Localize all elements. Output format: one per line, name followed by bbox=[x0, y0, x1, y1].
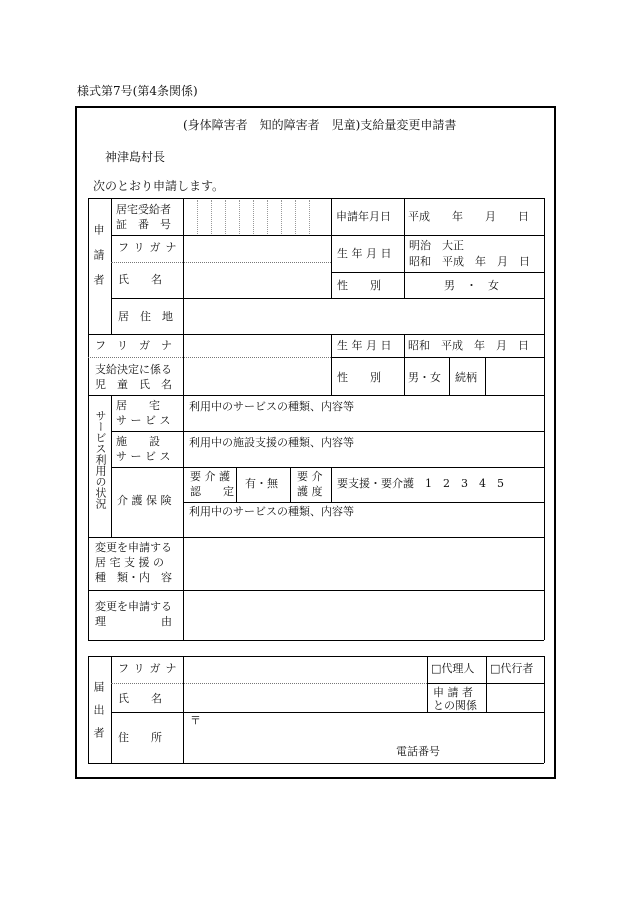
applicant-furigana-label: フリガナ bbox=[118, 241, 182, 254]
applicant-section-label: 申請者 bbox=[92, 224, 105, 299]
cert-no-label-2: 証 番 号 bbox=[116, 218, 171, 231]
change-content-label-3: 種 類・内 容 bbox=[95, 571, 172, 584]
home-service-text: 利用中のサービスの種類、内容等 bbox=[189, 400, 354, 413]
form-label: 様式第7号(第4条関係) bbox=[77, 84, 198, 98]
applicant-sex-label: 性 別 bbox=[337, 279, 381, 292]
relation-label-1: 申 請 者 bbox=[433, 686, 473, 699]
care-cert-label-2: 認 定 bbox=[190, 485, 234, 498]
facility-service-label-1: 施 設 bbox=[116, 435, 160, 448]
change-reason-label-2: 理 由 bbox=[95, 615, 172, 628]
notifier-section-label: 届出者 bbox=[92, 681, 105, 750]
change-content-label-1: 変更を申請する bbox=[95, 541, 172, 554]
service-section-label: サービス利用の状況 bbox=[94, 410, 107, 509]
applicant-name-label: 氏 名 bbox=[118, 273, 162, 286]
care-insurance-label: 介 護 保 険 bbox=[117, 494, 172, 507]
home-service-label-2: サ ー ビ ス bbox=[116, 414, 171, 427]
applicant-sex-value: 男 ・ 女 bbox=[444, 279, 499, 292]
addressee: 神津島村長 bbox=[105, 150, 166, 164]
notifier-furigana-label: フリガナ bbox=[118, 662, 182, 675]
change-reason-label-1: 変更を申請する bbox=[95, 600, 172, 613]
postal-mark: 〒 bbox=[190, 714, 201, 727]
care-level-value: 要支援・要介護 1 2 3 4 5 bbox=[337, 477, 504, 490]
facility-service-text: 利用中の施設支援の種類、内容等 bbox=[189, 436, 354, 449]
apply-date-value: 平成 年 月 日 bbox=[408, 210, 529, 223]
child-name-label-2: 児 童 氏 名 bbox=[95, 378, 172, 391]
phone-label: 電話番号 bbox=[396, 745, 440, 758]
care-level-label-2: 護 度 bbox=[297, 485, 323, 498]
relation-label-2: との関係 bbox=[433, 699, 477, 712]
child-relation-label: 続柄 bbox=[455, 371, 477, 384]
proxy-checkbox[interactable]: □代行者 bbox=[490, 662, 534, 675]
child-sex-value: 男・女 bbox=[408, 371, 441, 384]
care-cert-label-1: 要 介 護 bbox=[190, 470, 230, 483]
notifier-address-label: 住 所 bbox=[118, 731, 162, 744]
cert-no-label-1: 居宅受給者 bbox=[116, 203, 171, 216]
facility-service-label-2: サ ー ビ ス bbox=[116, 450, 171, 463]
notifier-name-label: 氏 名 bbox=[118, 692, 162, 705]
care-yesno: 有・無 bbox=[245, 477, 278, 490]
child-birth-value: 昭和 平成 年 月 日 bbox=[408, 339, 529, 352]
child-furigana-label: フ リ ガ ナ bbox=[95, 339, 172, 352]
form-title: (身体障害者 知的障害者 児童)支給量変更申請書 bbox=[183, 118, 457, 132]
agent-checkbox[interactable]: □代理人 bbox=[431, 662, 475, 675]
child-birth-label: 生 年 月 日 bbox=[337, 339, 392, 352]
intro-text: 次のとおり申請します。 bbox=[93, 179, 225, 193]
apply-date-label: 申請年月日 bbox=[336, 210, 391, 223]
applicant-address-label: 居 住 地 bbox=[118, 310, 173, 323]
care-insurance-text: 利用中のサービスの種類、内容等 bbox=[189, 505, 354, 518]
applicant-birth-line1: 明治 大正 bbox=[409, 239, 464, 252]
child-name-label-1: 支給決定に係る bbox=[95, 363, 172, 376]
change-content-label-2: 居 宅 支 援 の bbox=[95, 556, 164, 569]
home-service-label-1: 居 宅 bbox=[116, 399, 160, 412]
child-sex-label: 性 別 bbox=[337, 371, 381, 384]
applicant-birth-label: 生 年 月 日 bbox=[337, 247, 392, 260]
applicant-birth-line2: 昭和 平成 年 月 日 bbox=[409, 255, 530, 268]
care-level-label-1: 要 介 bbox=[297, 470, 323, 483]
